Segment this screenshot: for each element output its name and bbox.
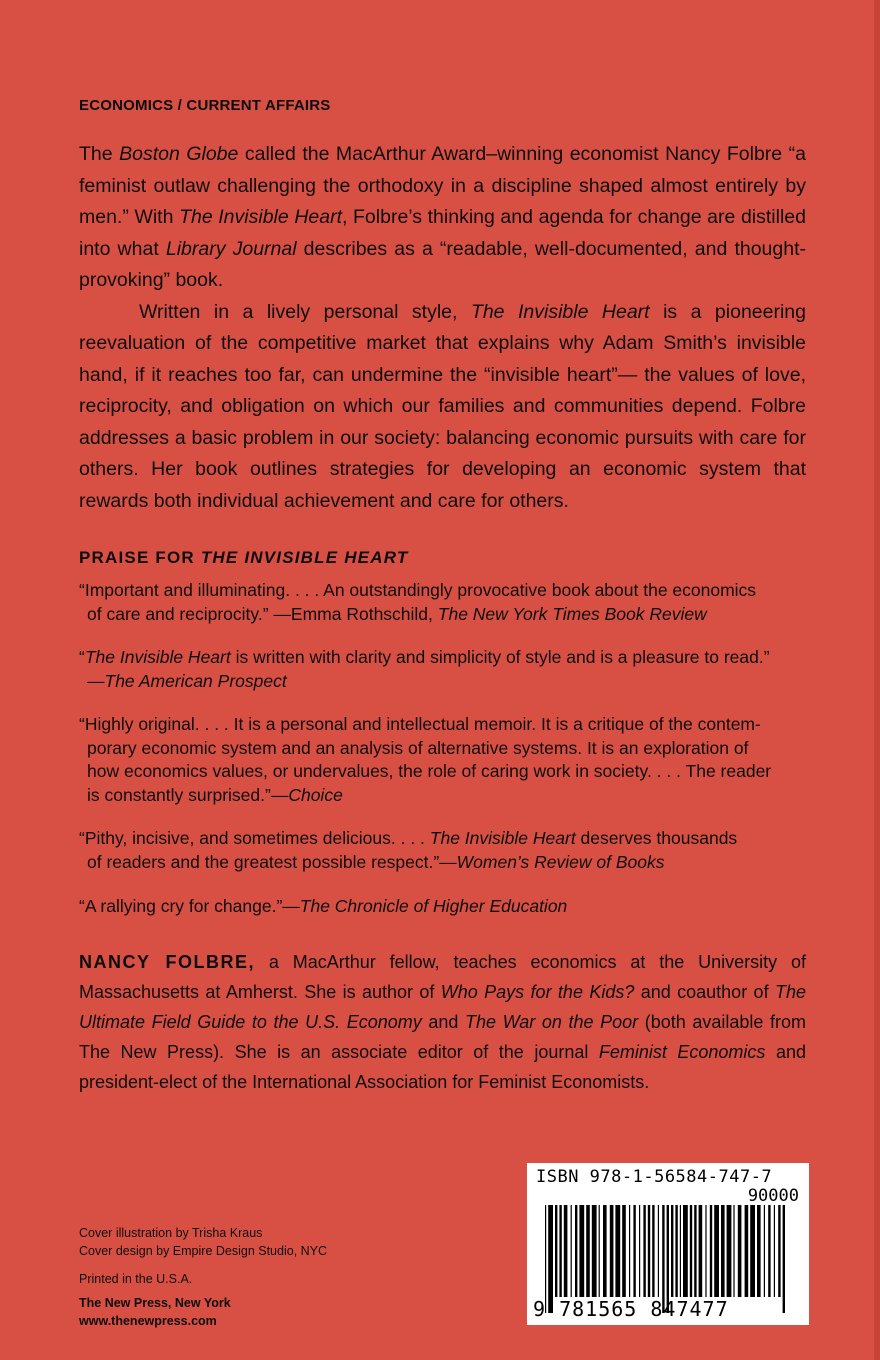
barcode-bar <box>579 1205 584 1297</box>
barcode-bar <box>764 1205 765 1297</box>
barcode-bar <box>633 1205 635 1297</box>
barcode-bar <box>610 1205 614 1297</box>
barcode-bar <box>629 1205 630 1297</box>
isbn-number: ISBN 978-1-56584-747-7 <box>536 1167 773 1187</box>
barcode-bar <box>680 1205 681 1297</box>
barcode-bar <box>622 1205 626 1297</box>
praise-quote-5: “A rallying cry for change.”—The Chronicle of Higher Education <box>79 896 568 916</box>
praise-quote-4: “Pithy, incisive, and sometimes delicious. . . . The Invisible Heart deserves thousands of readers and the greatest possible respect.”—Women’s Review of Books <box>79 828 738 872</box>
author-name: NANCY FOLBRE, <box>79 952 256 972</box>
barcode-bar <box>658 1205 659 1297</box>
printed-in: Printed in the U.S.A. <box>79 1272 193 1286</box>
praise-quote-1: “Important and illuminating. . . . An outstandingly provocative book about the economics of care and reciprocity.” —Emma Rothschild, The New York Times Book Review <box>79 580 757 624</box>
price-code: 90000 <box>747 1186 799 1206</box>
ean-digits: 9 781565 847477 <box>533 1297 729 1321</box>
barcode-bar <box>750 1205 755 1297</box>
barcode-bar <box>774 1205 775 1297</box>
isbn-barcode <box>527 1163 809 1325</box>
barcode-bar <box>555 1205 557 1297</box>
author-bio-text: a MacArthur fellow, teaches economics at the University of Massachusetts at Amherst. She is author of Who Pays for the Kids? and coauthor of The Ultimate Field Guide to the U.S. Economy and The War on the Poor (both available from The New Press). She is an associate editor of the journal Feminist Economics and president-elect of the International Association for Feminist Economists. <box>79 952 806 1092</box>
barcode-bar <box>639 1205 640 1297</box>
barcode-bar <box>592 1205 597 1297</box>
barcode-bar <box>615 1205 620 1297</box>
praise-quote-3: “Highly original. . . . It is a personal and intellectual memoir. It is a critique of the contem- porary economic system and an analysis of alternative systems. It is an exploration of how economics values, or undervalues, the role of caring work in society. . . . The reader is constantly surprised.”—Choice <box>79 714 772 805</box>
barcode-bar <box>778 1205 780 1297</box>
category-label: ECONOMICS / CURRENT AFFAIRS <box>79 97 331 114</box>
barcode-bar <box>768 1205 770 1297</box>
barcode-bar <box>571 1205 572 1297</box>
barcode-bar <box>652 1205 654 1297</box>
publisher-website: www.thenewpress.com <box>79 1314 217 1328</box>
barcode-bar <box>738 1205 742 1297</box>
cover-edge-strip <box>874 0 880 1360</box>
design-credit: Cover design by Empire Design Studio, NYC <box>79 1244 328 1258</box>
publisher-name: The New Press, New York <box>79 1296 231 1310</box>
barcode-bar <box>721 1205 725 1297</box>
barcode-bar <box>675 1205 677 1297</box>
barcode-bar <box>599 1205 600 1297</box>
barcode-bar <box>683 1205 688 1297</box>
book-summary <box>79 139 806 517</box>
barcode-bar <box>710 1205 712 1297</box>
cover-credits <box>79 1224 327 1260</box>
praise-quote-2: “The Invisible Heart is written with clarity and simplicity of style and is a pleasure to read.” —The American Prospect <box>79 647 770 691</box>
barcode-bar <box>733 1205 734 1297</box>
barcode-bar <box>690 1205 692 1297</box>
illustration-credit: Cover illustration by Trisha Kraus <box>79 1226 263 1240</box>
barcode-bar <box>671 1205 673 1297</box>
publisher-info <box>79 1294 231 1330</box>
barcode-bar <box>643 1205 645 1297</box>
summary-paragraph-1: The Boston Globe called the MacArthur Award–winning economist Nancy Folbre “a feminist outlaw challenging the orthodoxy in a discipline shaped almost entirely by men.” With The Invisible Heart, Folbre’s thinking and agenda for change are distilled into what Library Journal describes as a “readable, well-documented, and thought-provoking” book. <box>79 143 807 291</box>
barcode-bar <box>559 1205 561 1297</box>
barcode-bar <box>714 1205 719 1297</box>
summary-paragraph-2: Written in a lively personal style, The Invisible Heart is a pioneering reevaluation of the competitive market that explains why Adam Smith’s invisible hand, if it reaches too far, can undermine the “invisible heart”— the values of love, reciprocity, and obligation on which our families and communities depend. Folbre addresses a basic problem in our society: balancing economic pursuits with care for others. Her book outlines strategies for developing an economic system that rewards both individual achievement and care for others. <box>79 300 807 512</box>
barcode-bar <box>603 1205 607 1297</box>
barcode-bar <box>586 1205 590 1297</box>
barcode-bar <box>745 1205 749 1297</box>
barcode-bar <box>705 1205 706 1297</box>
barcode-bar <box>648 1205 650 1297</box>
barcode-bar <box>727 1205 732 1297</box>
barcode-bar <box>564 1205 568 1297</box>
barcode-bar <box>575 1205 577 1297</box>
barcode-bar <box>757 1205 761 1297</box>
barcode-bar <box>699 1205 703 1297</box>
praise-heading: PRAISE FOR THE INVISIBLE HEART <box>79 548 409 567</box>
barcode-bar <box>694 1205 696 1297</box>
author-bio <box>79 947 806 1097</box>
